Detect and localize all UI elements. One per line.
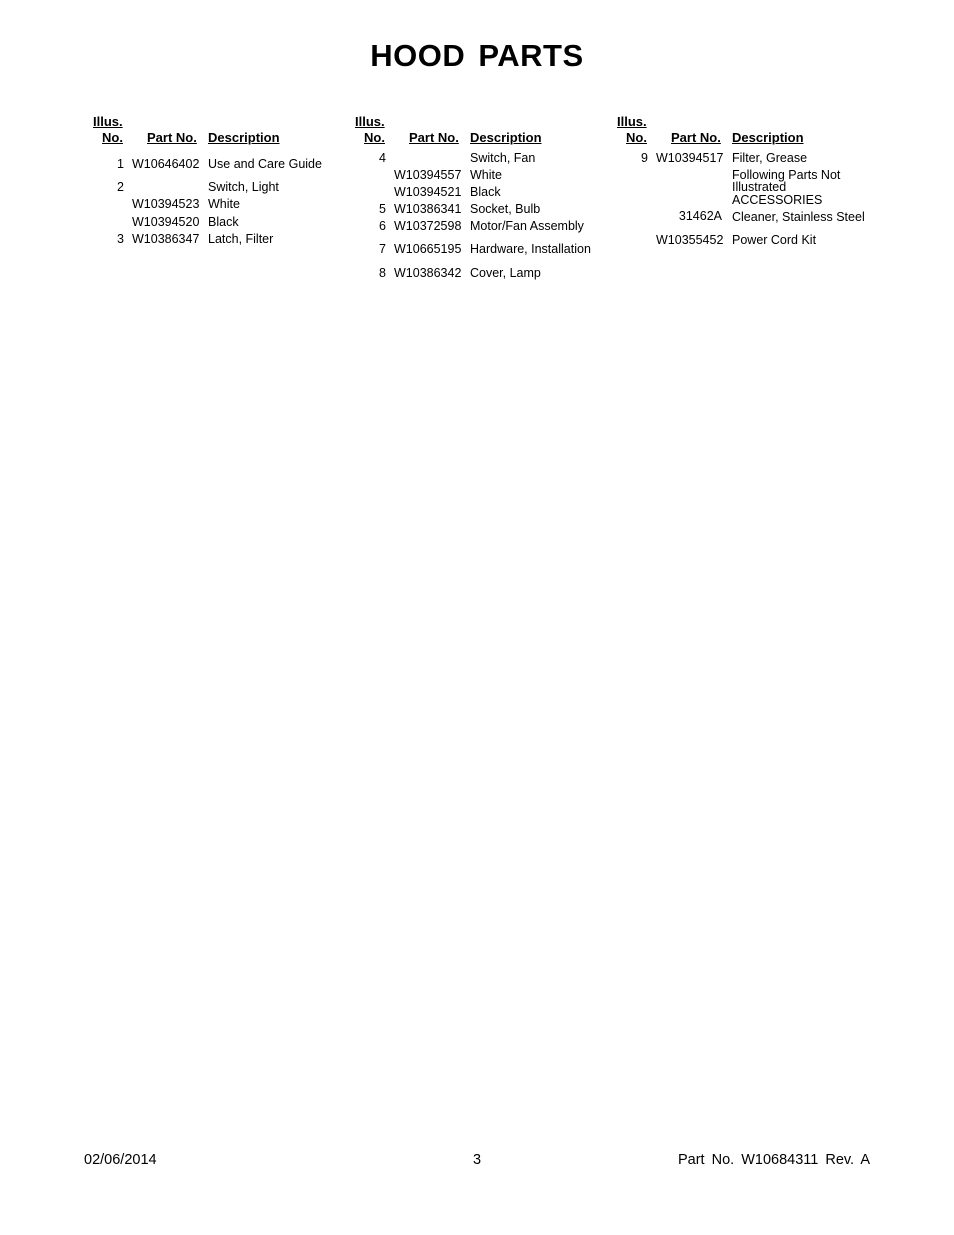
part-number: W10646402 bbox=[132, 157, 200, 171]
header-illus: Illus. bbox=[355, 114, 385, 129]
illus-number: 7 bbox=[379, 242, 386, 256]
header-illus: Illus. bbox=[617, 114, 647, 129]
illus-number: 9 bbox=[641, 151, 648, 165]
page-title: HOOD PARTS bbox=[370, 38, 584, 73]
illus-number: 4 bbox=[379, 151, 386, 165]
part-description: Switch, Light bbox=[208, 180, 279, 194]
part-number: W10394517 bbox=[656, 151, 724, 165]
footer-part-number: Part No. W10684311 Rev. A bbox=[677, 1152, 870, 1168]
part-description: Filter, Grease bbox=[732, 151, 808, 165]
header-part-no: Part No. bbox=[671, 130, 721, 145]
part-description: Illustrated bbox=[732, 180, 787, 194]
part-number: W10386341 bbox=[394, 202, 462, 216]
illus-number: 1 bbox=[117, 157, 124, 171]
header-part-no: Part No. bbox=[147, 130, 197, 145]
illus-number: 5 bbox=[379, 202, 386, 216]
illus-number: 6 bbox=[379, 219, 386, 233]
part-number: W10394520 bbox=[132, 215, 200, 229]
header-description: Description bbox=[208, 130, 280, 145]
illus-number: 3 bbox=[117, 232, 124, 246]
part-number: W10394557 bbox=[394, 168, 462, 182]
part-description: ACCESSORIES bbox=[732, 193, 823, 207]
part-number: W10394521 bbox=[394, 185, 462, 199]
header-description: Description bbox=[470, 130, 542, 145]
part-number: W10386342 bbox=[394, 266, 462, 280]
part-number: W10372598 bbox=[394, 219, 462, 233]
part-description: Power Cord Kit bbox=[732, 233, 817, 247]
part-description: Black bbox=[208, 215, 239, 229]
part-description: Latch, Filter bbox=[208, 232, 274, 246]
header-illus: Illus. bbox=[93, 114, 123, 129]
part-number: 31462A bbox=[678, 209, 722, 223]
part-description: Switch, Fan bbox=[470, 151, 536, 165]
part-description: Cover, Lamp bbox=[470, 266, 541, 280]
part-description: White bbox=[470, 168, 502, 182]
part-description: Motor/Fan Assembly bbox=[470, 219, 584, 233]
illus-number: 2 bbox=[117, 180, 124, 194]
part-description: Cleaner, Stainless Steel bbox=[732, 210, 865, 224]
part-number: W10665195 bbox=[394, 242, 462, 256]
header-no: No. bbox=[102, 130, 123, 145]
part-description: Use and Care Guide bbox=[208, 157, 322, 171]
part-description: Hardware, Installation bbox=[470, 242, 591, 256]
footer-date: 02/06/2014 bbox=[84, 1152, 157, 1168]
part-number: W10394523 bbox=[132, 197, 200, 211]
illus-number: 8 bbox=[379, 266, 386, 280]
part-description: White bbox=[208, 197, 240, 211]
header-no: No. bbox=[626, 130, 647, 145]
header-part-no: Part No. bbox=[409, 130, 459, 145]
part-description: Black bbox=[470, 185, 501, 199]
part-number: W10355452 bbox=[656, 233, 724, 247]
part-number: W10386347 bbox=[132, 232, 200, 246]
part-description: Socket, Bulb bbox=[470, 202, 541, 216]
header-no: No. bbox=[364, 130, 385, 145]
part-description: Following Parts Not bbox=[732, 168, 841, 182]
footer-page-number: 3 bbox=[472, 1152, 482, 1168]
header-description: Description bbox=[732, 130, 804, 145]
